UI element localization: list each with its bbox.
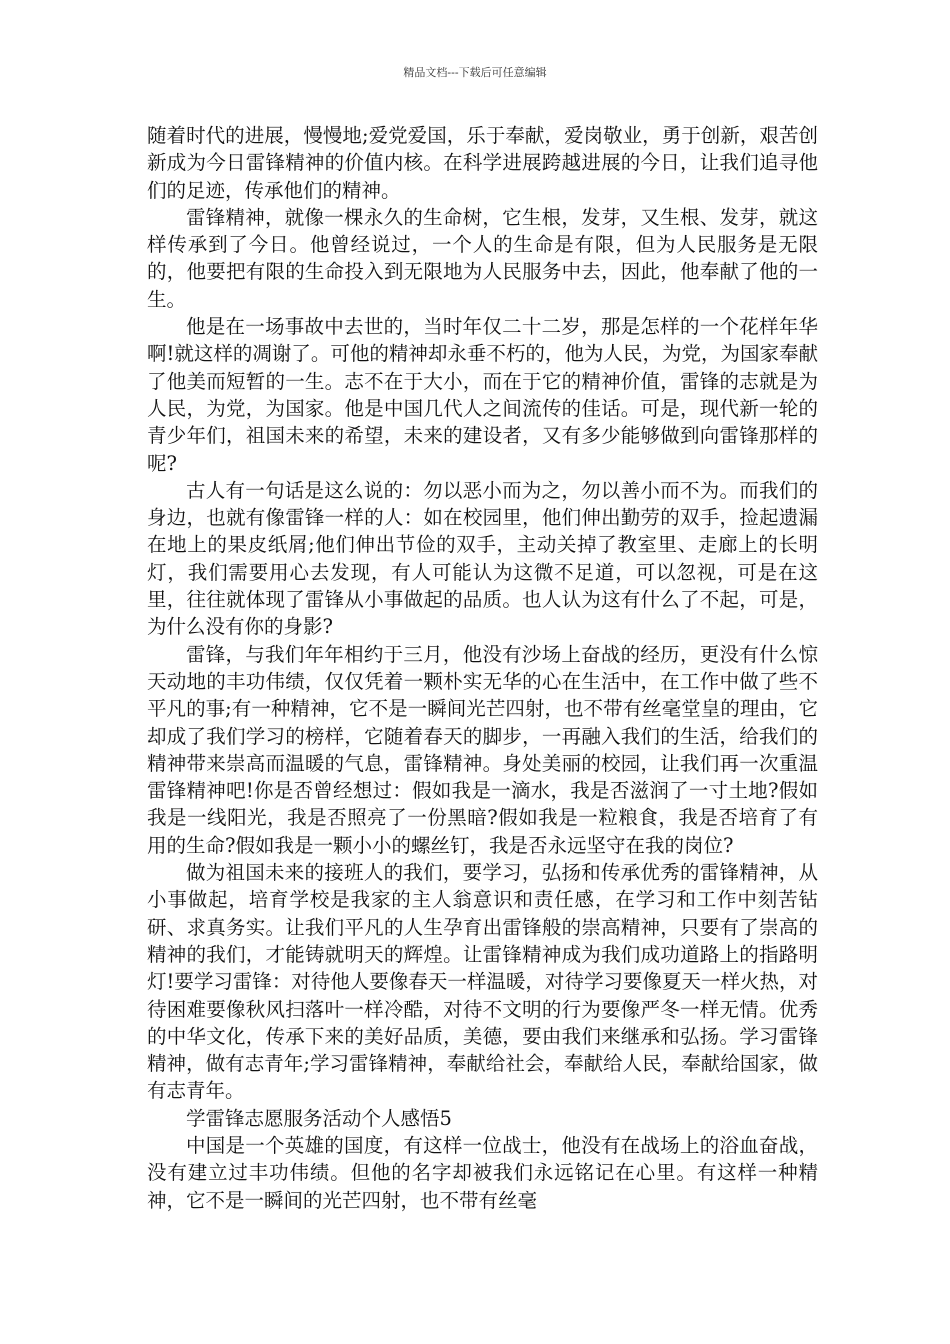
- paragraph-7: 中国是一个英雄的国度，有这样一位战士，他没有在战场上的浴血奋战，没有建立过丰功伟绩。但他的名字却被我们永远铭记在心里。有这样一种精神，它不是一瞬间的光芒四射，也不带有丝毫: [147, 1133, 818, 1212]
- document-body: [147, 122, 818, 1214]
- section-title: 学雷锋志愿服务活动个人感悟5: [186, 1106, 452, 1130]
- page-header: 精品文档---下载后可任意编辑: [403, 66, 547, 79]
- paragraph-3: 他是在一场事故中去世的，当时年仅二十二岁，那是怎样的一个花样年华啊!就这样的凋谢了。可他的精神却永垂不朽的，他为人民，为党，为国家奉献了他美而短暂的一生。志不在于大小，而在于它的精神价值，雷锋的志就是为人民，为党，为国家。他是中国几代人之间流传的佳话。可是，现代新一轮的青少年们，祖国未来的希望，未来的建设者，又有多少能够做到向雷锋那样的呢?: [147, 315, 818, 475]
- paragraph-2: 雷锋精神，就像一棵永久的生命树，它生根，发芽，又生根、发芽，就这样传承到了今日。他曾经说过，一个人的生命是有限，但为人民服务是无限的，他要把有限的生命投入到无限地为人民服务中去，因此，他奉献了他的一生。: [147, 205, 818, 311]
- paragraph-1: 随着时代的进展，慢慢地;爱党爱国，乐于奉献，爱岗敬业，勇于创新，艰苦创新成为今日雷锋精神的价值内核。在科学进展跨越进展的今日，让我们追寻他们的足迹，传承他们的精神。: [147, 124, 818, 202]
- paragraph-5: 雷锋，与我们年年相约于三月，他没有沙场上奋战的经历，更没有什么惊天动地的丰功伟绩，仅仅凭着一颗朴实无华的心在生活中，在工作中做了些不平凡的事;有一种精神，它不是一瞬间光芒四射，也不带有丝毫堂皇的理由，它却成了我们学习的榜样，它随着春天的脚步，一再融入我们的生活，给我们的精神带来崇高而温暖的气息，雷锋精神。身处美丽的校园，让我们再一次重温雷锋精神吧!你是否曾经想过：假如我是一滴水，我是否滋润了一寸土地?假如我是一线阳光，我是否照亮了一份黑暗?假如我是一粒粮食，我是否培育了有用的生命?假如我是一颗小小的螺丝钉，我是否永远坚守在我的岗位?: [147, 642, 818, 857]
- paragraph-6: 做为祖国未来的接班人的我们，要学习，弘扬和传承优秀的雷锋精神，从小事做起，培育学校是我家的主人翁意识和责任感，在学习和工作中刻苦钻研、求真务实。让我们平凡的人生孕育出雷锋般的崇高精神，只要有了崇高的精神的我们，才能铸就明天的辉煌。让雷锋精神成为我们成功道路上的指路明灯!要学习雷锋：对待他人要像春天一样温暖，对待学习要像夏天一样火热，对待困难要像秋风扫落叶一样冷酷，对待不文明的行为要像严冬一样无情。优秀的中华文化，传承下来的美好品质，美德，要由我们来继承和弘扬。学习雷锋精神，做有志青年;学习雷锋精神，奉献给社会，奉献给人民，奉献给国家，做有志青年。: [147, 861, 818, 1103]
- paragraph-4: 古人有一句话是这么说的：勿以恶小而为之，勿以善小而不为。而我们的身边，也就有像雷锋一样的人：如在校园里，他们伸出勤劳的双手，捡起遗漏在地上的果皮纸屑;他们伸出节俭的双手，主动关掉了教室里、走廊上的长明灯，我们需要用心去发现，有人可能认为这微不足道，可以忽视，可是在这里，往往就体现了雷锋从小事做起的品质。也人认为这有什么了不起，可是，为什么没有你的身影?: [147, 478, 818, 639]
